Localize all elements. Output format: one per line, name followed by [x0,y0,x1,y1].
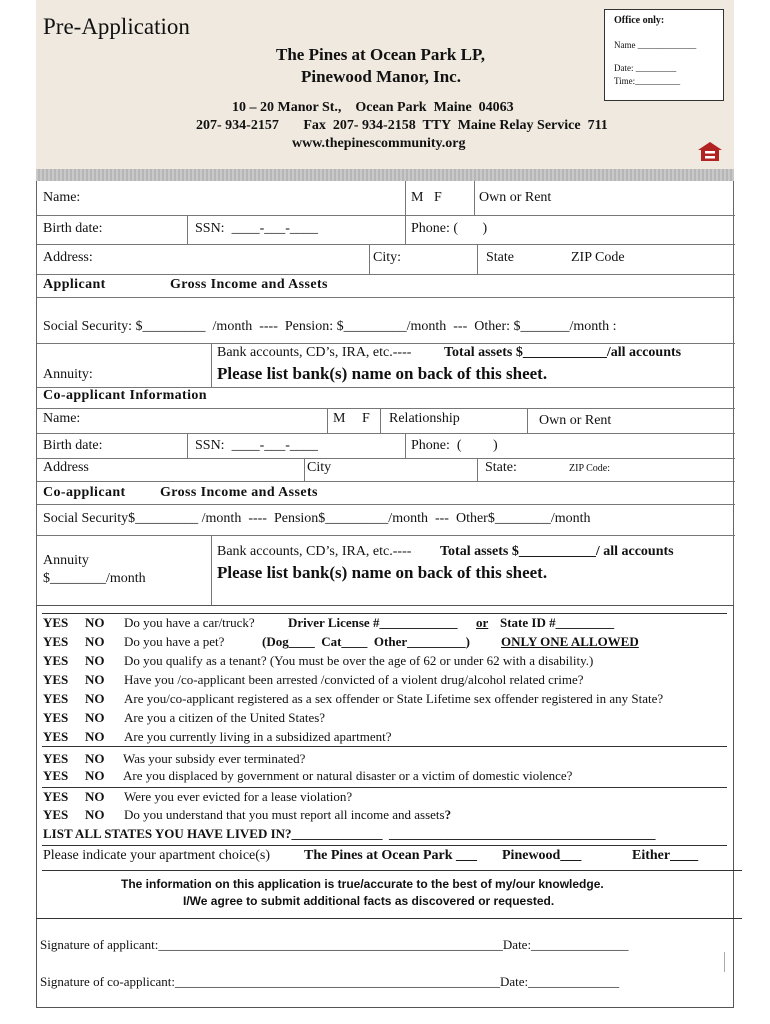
coapplicant-signature-line[interactable]: Signature of co-applicant:__________________________________________________Date:______________ [40,974,620,989]
applicant-ssn-field[interactable]: SSN: ____-___-____ [195,221,318,236]
coapplicant-heading: Co-applicant Information [43,388,207,403]
questions-rule-2 [42,787,727,788]
coapplicant-income-line[interactable]: Social Security$_________ /month ---- Pension$_________/month --- Other$________/month [43,511,591,526]
q1-text: Do you have a car/truck? [124,615,255,630]
q11-no[interactable]: NO [85,807,105,822]
header-divider [36,169,734,181]
questions-top-rule [42,613,727,614]
q1-or: or [476,615,489,630]
office-only-title: Office only: [614,15,665,26]
page-title: Pre-Application [43,14,190,39]
coapplicant-address-label[interactable]: Address [43,460,89,475]
org-phone-line: 207- 934-2157 Fax 207- 934-2158 TTY Maine Relay Service 711 [196,118,608,133]
coapplicant-birth-label[interactable]: Birth date: [43,438,103,453]
q9-yes[interactable]: YES [43,768,69,783]
coapplicant-annuity-label[interactable]: Annuity [43,553,89,568]
coapplicant-income-heading-2: Gross Income and Assets [160,485,318,500]
certification-line-2: I/We agree to submit additional facts as discovered or requested. [183,894,555,908]
coapplicant-zip-label[interactable]: ZIP Code: [569,463,611,474]
coapplicant-male-option[interactable]: M [333,411,346,426]
applicant-city-label[interactable]: City: [373,250,402,265]
q10-text: Were you ever evicted for a lease violation? [124,789,353,804]
q5-yes[interactable]: YES [43,691,69,706]
applicant-phone-field[interactable]: Phone: ( ) [411,221,488,236]
office-only-box [604,9,724,101]
states-lived-in[interactable]: LIST ALL STATES YOU HAVE LIVED IN?______________ _________________________________________ [43,826,656,841]
questions-rule-3 [42,845,727,846]
applicant-bank-label[interactable]: Bank accounts, CD’s, IRA, etc.---- [217,345,412,360]
q1-driver-license[interactable]: Driver License #____________ [288,615,458,630]
q4-yes[interactable]: YES [43,672,69,687]
org-name-2: Pinewood Manor, Inc. [301,67,461,86]
coapplicant-state-label[interactable]: State: [485,460,517,475]
coapplicant-own-rent[interactable]: Own or Rent [539,413,612,428]
q2-no[interactable]: NO [85,634,105,649]
q5-text: Are you/co-applicant registered as a sex offender or State Lifetime sex offender registered in any State? [124,691,664,706]
applicant-address-label[interactable]: Address: [43,250,93,265]
q8-yes[interactable]: YES [43,751,69,766]
applicant-signature-line[interactable]: Signature of applicant:_____________________________________________________Date:_______________ [40,937,629,952]
org-website: www.thepinescommunity.org [292,136,466,151]
q2-pet-types[interactable]: (Dog____ Cat____ Other_________) [262,634,470,649]
applicant-total-assets[interactable]: Total assets $____________/all accounts [444,345,682,360]
q10-no[interactable]: NO [85,789,105,804]
office-name: Name _____________ [614,40,697,50]
coapplicant-relationship-label[interactable]: Relationship [389,411,460,426]
q8-no[interactable]: NO [85,751,105,766]
questions-rule-4 [42,870,742,871]
coapplicant-female-option[interactable]: F [362,411,370,426]
q8-text: Was your subsidy ever terminated? [123,751,306,766]
coapplicant-name-label[interactable]: Name: [43,411,81,426]
applicant-name-label[interactable]: Name: [43,190,81,205]
applicant-zip-label[interactable]: ZIP Code [571,250,625,265]
q3-text: Do you qualify as a tenant? (You must be over the age of 62 or under 62 with a disability.) [124,653,594,668]
q2-yes[interactable]: YES [43,634,69,649]
q7-no[interactable]: NO [85,729,105,744]
apartment-choice-label: Please indicate your apartment choice(s) [43,848,271,863]
coapplicant-city-label[interactable]: City [307,460,332,475]
coapplicant-annuity-month[interactable]: $________/month [43,571,146,586]
q11-text [124,807,451,823]
q3-no[interactable]: NO [85,653,105,668]
q7-text: Are you currently living in a subsidized apartment? [124,729,392,744]
applicant-annuity-label[interactable]: Annuity: [43,367,93,382]
q5-no[interactable]: NO [85,691,105,706]
questions-rule-5 [36,918,742,919]
q1-no[interactable]: NO [85,615,105,630]
q3-yes[interactable]: YES [43,653,69,668]
org-address: 10 – 20 Manor St., Ocean Park Maine 04063 [232,100,514,115]
choice-pines[interactable]: The Pines at Ocean Park ___ [304,848,478,863]
q2-text: Do you have a pet? [124,634,225,649]
org-name-1: The Pines at Ocean Park LP, [276,45,486,64]
coapplicant-income-heading: Co-applicant [43,485,126,500]
q11-yes[interactable]: YES [43,807,69,822]
q10-yes[interactable]: YES [43,789,69,804]
applicant-own-rent[interactable]: Own or Rent [479,190,552,205]
q6-no[interactable]: NO [85,710,105,725]
q9-no[interactable]: NO [85,768,105,783]
applicant-sex-option[interactable]: M F [411,190,442,205]
q4-no[interactable]: NO [85,672,105,687]
applicant-birth-label[interactable]: Birth date: [43,221,103,236]
q7-yes[interactable]: YES [43,729,69,744]
coapplicant-bank-label[interactable]: Bank accounts, CD’s, IRA, etc.---- [217,544,412,559]
applicant-list-banks-note: Please list bank(s) name on back of this sheet. [217,364,548,383]
q1-yes[interactable]: YES [43,615,69,630]
q6-text: Are you a citizen of the United States? [124,710,326,725]
choice-either[interactable]: Either____ [632,848,699,863]
questions-rule-1 [42,746,727,747]
q11-text-body: Do you understand that you must report all income and assets [124,807,445,822]
q11-question-mark: ? [444,807,452,822]
q9-text: Are you displaced by government or natural disaster or a victim of domestic violence? [123,768,573,783]
applicant-state-label[interactable]: State [486,250,514,265]
equal-housing-icon [697,141,723,168]
edge-mark [724,952,725,972]
certification-line-1: The information on this application is true/accurate to the best of my/our knowledge. [121,877,604,891]
q2-only-one: ONLY ONE ALLOWED [501,634,639,649]
office-time: Time:__________ [614,76,681,86]
coapplicant-ssn-field[interactable]: SSN: ____-___-____ [195,438,318,453]
applicant-income-line[interactable]: Social Security: $_________ /month ---- Pension: $_________/month --- Other: $_______/month : [43,319,617,334]
coapplicant-phone-field[interactable]: Phone: ( ) [411,438,498,453]
q1-state-id[interactable]: State ID #_________ [500,615,615,630]
office-date: Date: _________ [614,63,677,73]
coapplicant-total-assets[interactable]: Total assets $___________/ all accounts [440,544,674,559]
coapplicant-list-banks-note: Please list bank(s) name on back of this sheet. [217,563,548,582]
q6-yes[interactable]: YES [43,710,69,725]
applicant-income-heading: Applicant [43,277,106,292]
choice-pinewood[interactable]: Pinewood___ [502,848,582,863]
q4-text: Have you /co-applicant been arrested /convicted of a violent drug/alcohol related crime? [124,672,584,687]
applicant-income-heading-2: Gross Income and Assets [170,277,328,292]
